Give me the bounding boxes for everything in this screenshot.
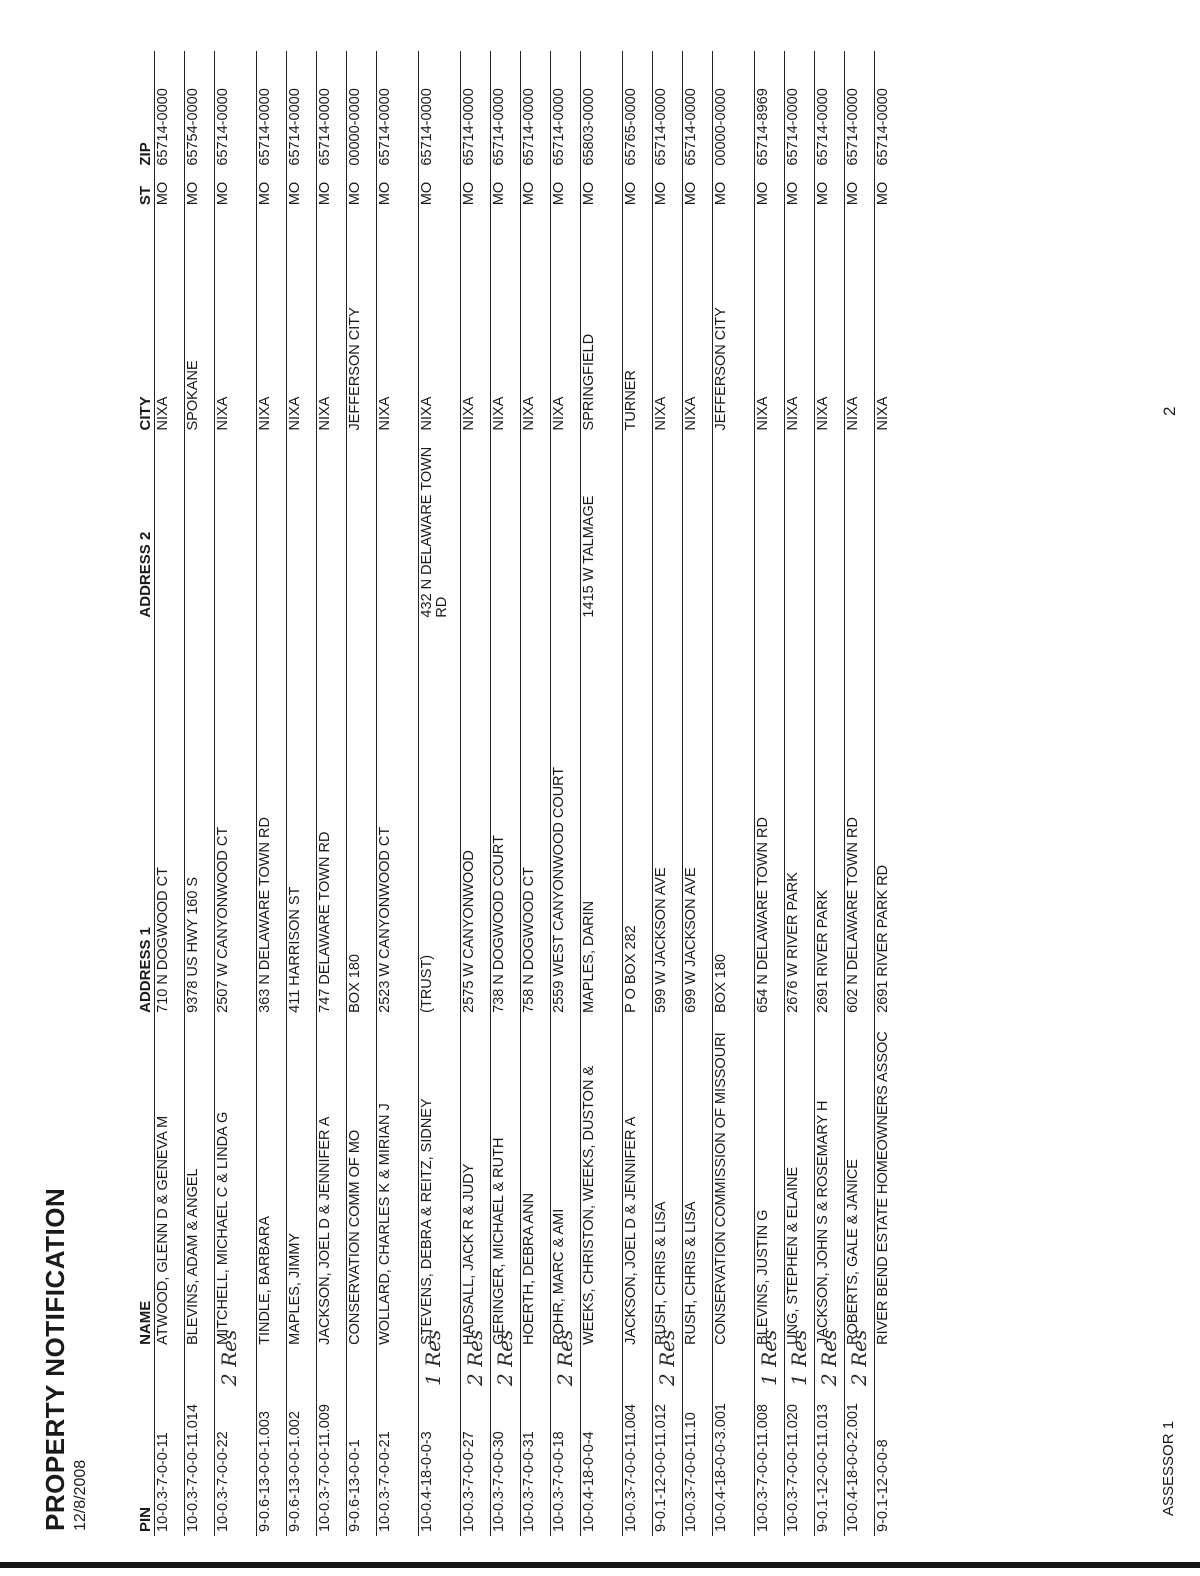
- cell-zip: 65714-0000: [784, 88, 801, 166]
- cell-city: NIXA: [256, 396, 273, 431]
- table-header-row: [138, 51, 154, 1536]
- table-row: [418, 51, 460, 1536]
- cell-name: JACKSON, JOHN S & ROSEMARY H: [814, 1100, 831, 1345]
- cell-address1: BOX 180: [346, 954, 363, 1013]
- cell-city: NIXA: [316, 396, 333, 431]
- cell-st: MO: [784, 181, 801, 206]
- cell-name: WEEKS, CHRISTON, WEEKS, DUSTON &: [580, 1065, 597, 1345]
- cell-city: NIXA: [784, 396, 801, 431]
- cell-address2: [214, 434, 256, 621]
- cell-city: NIXA: [814, 396, 831, 431]
- handwritten-note: 1 Res: [421, 1329, 445, 1386]
- header-address2: ADDRESS 2: [137, 531, 154, 618]
- cell-address2: [490, 434, 520, 621]
- cell-pin: 10-0.4-18-0-0-3.001: [712, 1403, 729, 1532]
- cell-city: NIXA: [754, 396, 771, 431]
- cell-name: ROHR, MARC & AMI: [550, 1208, 567, 1345]
- cell-address1: 2523 W CANYONWOOD CT: [376, 826, 393, 1013]
- handwritten-note: 1 Res: [787, 1329, 811, 1386]
- table-row: [712, 51, 754, 1536]
- cell-name: ROBERTS, GALE & JANICE: [844, 1159, 861, 1345]
- cell-city: NIXA: [652, 396, 669, 431]
- cell-zip: 65803-0000: [580, 88, 597, 166]
- cell-address2: [712, 434, 754, 621]
- cell-address2: [376, 434, 418, 621]
- cell-zip: 65714-0000: [490, 88, 507, 166]
- table-row: [490, 51, 520, 1536]
- table-body: [154, 51, 916, 1536]
- cell-name: RUSH, CHRIS & LISA: [682, 1201, 699, 1345]
- cell-address2: [550, 434, 580, 621]
- table-row: [682, 51, 712, 1536]
- cell-st: MO: [418, 181, 435, 206]
- cell-pin: 10-0.3-7-0-0-11: [154, 1432, 171, 1532]
- handwritten-note: 2 Res: [817, 1329, 841, 1386]
- cell-address1: 9378 US HWY 160 S: [184, 876, 201, 1013]
- table-row: [520, 51, 550, 1536]
- cell-address1: 363 N DELAWARE TOWN RD: [256, 817, 273, 1013]
- cell-name: UNG, STEPHEN & ELAINE: [784, 1166, 801, 1345]
- cell-address1: 2507 W CANYONWOOD CT: [214, 826, 231, 1013]
- cell-st: MO: [346, 181, 363, 206]
- cell-st: MO: [214, 181, 231, 206]
- cell-address2: [754, 434, 784, 621]
- cell-address1: 2559 WEST CANYONWOOD COURT: [550, 766, 567, 1013]
- cell-zip: 65754-0000: [184, 88, 201, 166]
- handwritten-note: 2 Res: [493, 1329, 517, 1386]
- cell-address2: 432 N DELAWARE TOWN RD: [418, 446, 450, 618]
- header-name: NAME: [137, 1300, 154, 1345]
- cell-pin: 10-0.3-7-0-0-18: [550, 1431, 567, 1532]
- cell-st: MO: [874, 181, 891, 206]
- cell-pin: 10-0.3-7-0-0-11.014: [184, 1404, 201, 1532]
- cell-zip: 65714-0000: [814, 88, 831, 166]
- table-row: [184, 51, 214, 1536]
- cell-address1: 710 N DOGWOOD CT: [154, 867, 171, 1013]
- cell-name: STEVENS, DEBRA & REITZ, SIDNEY: [418, 1098, 435, 1345]
- cell-address2: [682, 434, 712, 621]
- cell-city: SPOKANE: [184, 360, 201, 431]
- cell-address1: 602 N DELAWARE TOWN RD: [844, 817, 861, 1013]
- table-row: [214, 51, 256, 1536]
- table-row: [154, 51, 184, 1536]
- cell-city: JEFFERSON CITY: [346, 307, 363, 431]
- cell-st: MO: [844, 181, 861, 206]
- cell-pin: 10-0.3-7-0-0-21: [376, 1431, 393, 1532]
- page-number: 2: [1160, 406, 1179, 416]
- cell-address1: 2691 RIVER PARK: [814, 889, 831, 1013]
- cell-city: JEFFERSON CITY: [712, 307, 729, 431]
- cell-pin: 10-0.3-7-0-0-30: [490, 1431, 507, 1532]
- cell-name: BLEVINS, ADAM & ANGEL: [184, 1168, 201, 1345]
- cell-st: MO: [460, 181, 477, 206]
- cell-pin: 9-0.6-13-0-0-1.003: [256, 1411, 273, 1532]
- cell-pin: 10-0.3-7-0-0-22: [214, 1431, 231, 1532]
- cell-pin: 9-0.1-12-0-0-8: [874, 1439, 891, 1532]
- cell-address1: (TRUST): [418, 954, 435, 1013]
- cell-st: MO: [154, 181, 171, 206]
- cell-address1: 747 DELAWARE TOWN RD: [316, 831, 333, 1013]
- cell-st: MO: [652, 181, 669, 206]
- cell-address2: [154, 434, 184, 621]
- cell-st: MO: [622, 181, 639, 206]
- cell-address2: [874, 434, 916, 621]
- cell-name: BLEVINS, JUSTIN G: [754, 1209, 771, 1345]
- cell-zip: 65714-0000: [682, 88, 699, 166]
- handwritten-note: 2 Res: [847, 1329, 871, 1386]
- cell-pin: 10-0.3-7-0-0-11.020: [784, 1404, 801, 1532]
- cell-pin: 9-0.1-12-0-0-11.013: [814, 1404, 831, 1532]
- table-row: [316, 51, 346, 1536]
- cell-address1: 2676 W RIVER PARK: [784, 872, 801, 1013]
- table-row: [622, 51, 652, 1536]
- cell-pin: 9-0.1-12-0-0-11.012: [652, 1404, 669, 1532]
- cell-address1: P O BOX 282: [622, 925, 639, 1013]
- cell-city: TURNER: [622, 370, 639, 431]
- table-row: [580, 51, 622, 1536]
- cell-address2: [346, 434, 376, 621]
- table-row: [376, 51, 418, 1536]
- cell-address2: [256, 434, 286, 621]
- cell-address1: 599 W JACKSON AVE: [652, 867, 669, 1013]
- cell-zip: 65765-0000: [622, 88, 639, 166]
- cell-pin: 10-0.3-7-0-0-11.008: [754, 1404, 771, 1532]
- cell-zip: 65714-0000: [154, 88, 171, 166]
- table-row: [754, 51, 784, 1536]
- cell-zip: 65714-0000: [286, 88, 303, 166]
- table-row: [652, 51, 682, 1536]
- cell-name: RIVER BEND ESTATE HOMEOWNERS ASSOC: [874, 1031, 891, 1345]
- cell-zip: 65714-0000: [520, 88, 537, 166]
- table-row: [844, 51, 874, 1536]
- cell-address1: 654 N DELAWARE TOWN RD: [754, 817, 771, 1013]
- cell-address1: 2691 RIVER PARK RD: [874, 864, 891, 1013]
- cell-address2: [316, 434, 346, 621]
- cell-name: CONSERVATION COMM OF MO: [346, 1129, 363, 1345]
- header-zip: ZIP: [137, 142, 154, 166]
- cell-city: NIXA: [520, 396, 537, 431]
- cell-name: JACKSON, JOEL D & JENNIFER A: [316, 1116, 333, 1345]
- cell-address2: [286, 434, 316, 621]
- cell-zip: 65714-0000: [550, 88, 567, 166]
- cell-name: TINDLE, BARBARA: [256, 1215, 273, 1345]
- cell-pin: 9-0.6-13-0-0-1: [346, 1439, 363, 1532]
- cell-name: WOLLARD, CHARLES K & MIRIAN J: [376, 1103, 393, 1345]
- cell-st: MO: [184, 181, 201, 206]
- cell-pin: 10-0.3-7-0-0-27: [460, 1431, 477, 1532]
- cell-zip: 65714-0000: [652, 88, 669, 166]
- cell-city: NIXA: [286, 396, 303, 431]
- cell-address2: [622, 434, 652, 621]
- cell-city: NIXA: [376, 396, 393, 431]
- cell-name: HOERTH, DEBRA ANN: [520, 1192, 537, 1345]
- cell-address1: BOX 180: [712, 954, 729, 1013]
- cell-name: GERINGER, MICHAEL & RUTH: [490, 1137, 507, 1345]
- document-title: PROPERTY NOTIFICATION: [40, 1187, 70, 1531]
- cell-zip: 65714-0000: [844, 88, 861, 166]
- cell-zip: 65714-0000: [460, 88, 477, 166]
- cell-st: MO: [520, 181, 537, 206]
- cell-city: NIXA: [460, 396, 477, 431]
- cell-name: HADSALL, JACK R & JUDY: [460, 1163, 477, 1345]
- cell-city: NIXA: [418, 396, 435, 431]
- cell-st: MO: [682, 181, 699, 206]
- cell-address1: 699 W JACKSON AVE: [682, 867, 699, 1013]
- document-date: 12/8/2008: [72, 1459, 89, 1531]
- handwritten-note: 2 Res: [655, 1329, 679, 1386]
- cell-st: MO: [286, 181, 303, 206]
- cell-address2: [184, 434, 214, 621]
- property-table: [138, 51, 916, 1536]
- cell-address1: MAPLES, DARIN: [580, 900, 597, 1013]
- cell-zip: 65714-0000: [376, 88, 393, 166]
- handwritten-note: 2 Res: [553, 1329, 577, 1386]
- cell-name: JACKSON, JOEL D & JENNIFER A: [622, 1116, 639, 1345]
- handwritten-note: 2 Res: [217, 1329, 241, 1386]
- header-city: CITY: [137, 396, 154, 431]
- cell-address2: [520, 434, 550, 621]
- table-row: [256, 51, 286, 1536]
- header-address1: ADDRESS 1: [137, 927, 154, 1013]
- cell-zip: 00000-0000: [346, 88, 363, 166]
- cell-address1: 411 HARRISON ST: [286, 886, 303, 1013]
- handwritten-note: 1 Res: [757, 1329, 781, 1386]
- cell-city: NIXA: [214, 396, 231, 431]
- table-row: [286, 51, 316, 1536]
- header-st: ST: [137, 185, 154, 206]
- table-row: [550, 51, 580, 1536]
- cell-address2: [784, 434, 814, 621]
- cell-pin: 10-0.3-7-0-0-11.004: [622, 1404, 639, 1532]
- cell-address2: [844, 434, 874, 621]
- cell-st: MO: [316, 181, 333, 206]
- cell-zip: 65714-8969: [754, 88, 771, 166]
- cell-st: MO: [550, 181, 567, 206]
- cell-pin: 10-0.4-18-0-0-4: [580, 1431, 597, 1532]
- cell-zip: 65714-0000: [316, 88, 333, 166]
- cell-address2: [652, 434, 682, 621]
- cell-address1: 738 N DOGWOOD COURT: [490, 835, 507, 1013]
- cell-pin: 10-0.3-7-0-0-31: [520, 1431, 537, 1532]
- cell-zip: 00000-0000: [712, 88, 729, 166]
- cell-zip: 65714-0000: [214, 88, 231, 166]
- table-row: [784, 51, 814, 1536]
- handwritten-note: 2 Res: [463, 1329, 487, 1386]
- cell-st: MO: [256, 181, 273, 206]
- cell-st: MO: [376, 181, 393, 206]
- cell-zip: 65714-0000: [256, 88, 273, 166]
- cell-city: NIXA: [874, 396, 891, 431]
- cell-pin: 10-0.3-7-0-0-11.10: [682, 1412, 699, 1532]
- cell-pin: 10-0.3-7-0-0-11.009: [316, 1404, 333, 1532]
- cell-city: NIXA: [490, 396, 507, 431]
- cell-st: MO: [580, 181, 597, 206]
- cell-st: MO: [712, 181, 729, 206]
- cell-pin: 10-0.4-18-0-0-3: [418, 1431, 435, 1532]
- cell-name: ATWOOD, GLENN D & GENEVA M: [154, 1115, 171, 1345]
- cell-address2: 1415 W TALMAGE: [580, 495, 597, 618]
- cell-name: RUSH, CHRIS & LISA: [652, 1201, 669, 1345]
- header-pin: PIN: [137, 1506, 154, 1532]
- cell-address2: [814, 434, 844, 621]
- cell-name: MAPLES, JIMMY: [286, 1232, 303, 1345]
- cell-name: CONSERVATION COMMISSION OF MISSOURI: [712, 1032, 729, 1345]
- table-row: [346, 51, 376, 1536]
- cell-name: MITCHELL, MICHAEL C & LINDA G: [214, 1111, 231, 1345]
- table-row: [814, 51, 844, 1536]
- cell-pin: 9-0.6-13-0-0-1.002: [286, 1411, 303, 1532]
- cell-address1: 758 N DOGWOOD CT: [520, 867, 537, 1013]
- cell-city: NIXA: [154, 396, 171, 431]
- cell-city: NIXA: [844, 396, 861, 431]
- cell-city: SPRINGFIELD: [580, 333, 597, 431]
- cell-st: MO: [814, 181, 831, 206]
- table-row: [874, 51, 916, 1536]
- cell-address2: [460, 434, 490, 621]
- footer-assessor: ASSESSOR 1: [1160, 1420, 1177, 1516]
- cell-address1: 2575 W CANYONWOOD: [460, 850, 477, 1013]
- table-row: [460, 51, 490, 1536]
- cell-st: MO: [490, 181, 507, 206]
- cell-st: MO: [754, 181, 771, 206]
- cell-city: NIXA: [550, 396, 567, 431]
- cell-zip: 65714-0000: [418, 88, 435, 166]
- cell-city: NIXA: [682, 396, 699, 431]
- cell-pin: 10-0.4-18-0-0-2.001: [844, 1403, 861, 1532]
- cell-zip: 65714-0000: [874, 88, 891, 166]
